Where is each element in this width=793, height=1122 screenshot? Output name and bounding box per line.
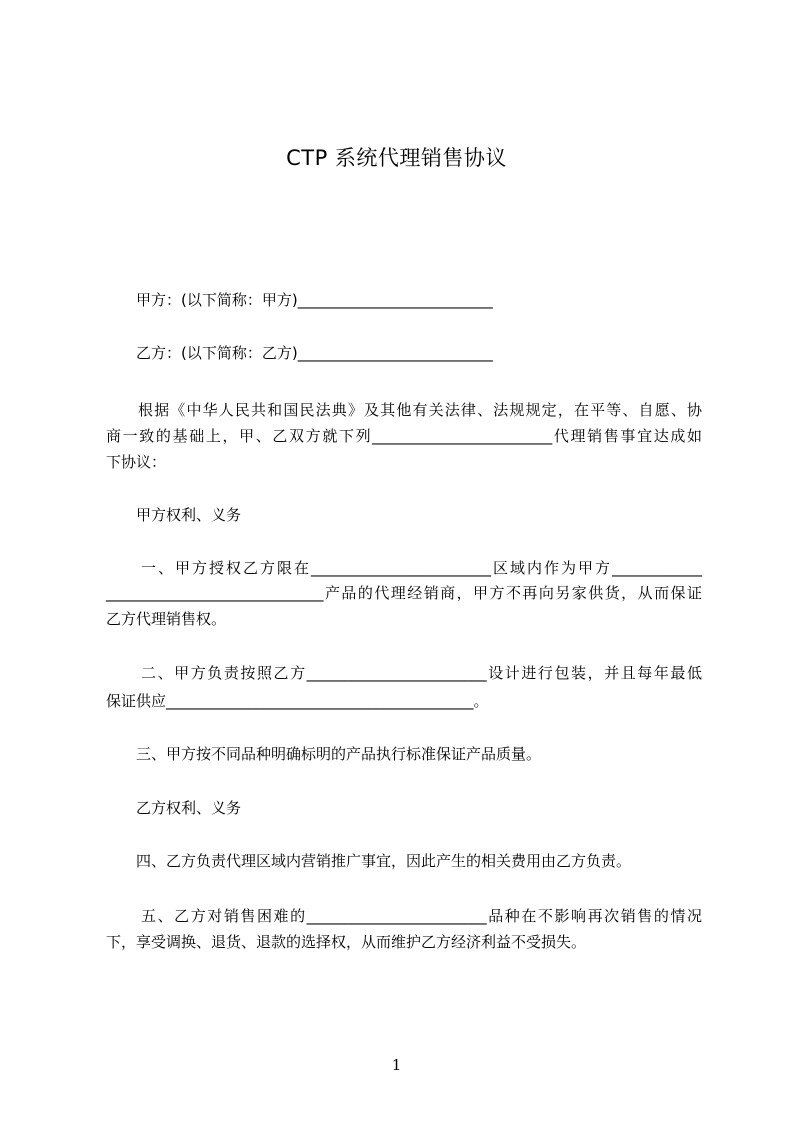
party-a-line: 甲方：(以下简称：甲方)__________________________ — [136, 291, 493, 309]
clause-1-line-2: _____________________________产品的代理经销商，甲方不再向另家供货，从而保证 — [106, 584, 702, 602]
clause-1-line-3: 乙方代理销售权。 — [106, 610, 227, 628]
clause-2-line-2: 保证供应_________________________________________。 — [106, 692, 489, 710]
clause-5-line-1: 五、乙方对销售困难的________________________品种在不影响再次销售的情况 — [141, 907, 702, 925]
preamble-line-2: 商一致的基础上，甲、乙双方就下列________________________代理销售事宜达成如 — [106, 427, 702, 445]
document-title: CTP 系统代理销售协议 — [286, 146, 507, 170]
party-b-line: 乙方：(以下简称：乙方)__________________________ — [136, 344, 493, 362]
clause-1-line-1: 一、甲方授权乙方限在________________________区域内作为甲方____________ — [141, 559, 702, 577]
party-a-rights-heading: 甲方权利、义务 — [136, 506, 242, 524]
preamble-line-1: 根据《中华人民共和国民法典》及其他有关法律、法规规定，在平等、自愿、协 — [138, 401, 702, 419]
clause-3: 三、甲方按不同品种明确标明的产品执行标准保证产品质量。 — [136, 745, 542, 763]
clause-4: 四、乙方负责代理区域内营销推广事宜，因此产生的相关费用由乙方负责。 — [136, 852, 632, 870]
party-b-rights-heading: 乙方权利、义务 — [136, 799, 242, 817]
page-number: 1 — [391, 1056, 402, 1074]
preamble-line-3: 下协议： — [106, 453, 167, 471]
clause-2-line-1: 二、甲方负责按照乙方________________________设计进行包装，并且每年最低 — [141, 664, 702, 682]
clause-5-line-2: 下，享受调换、退货、退款的选择权，从而维护乙方经济利益不受损失。 — [106, 933, 587, 951]
